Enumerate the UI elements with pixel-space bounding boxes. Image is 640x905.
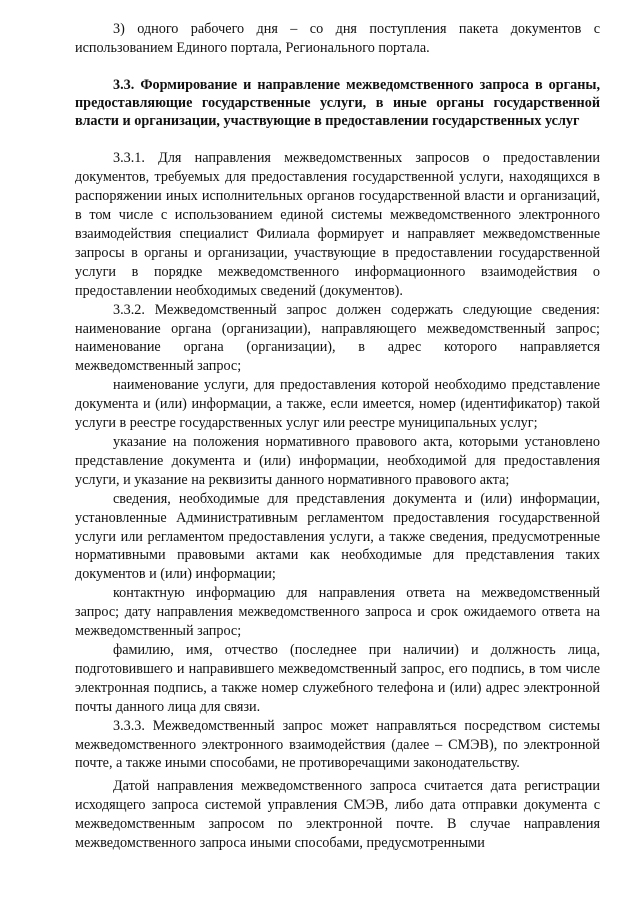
paragraph-legal-act: указание на положения нормативного правового акта, которыми установлено представление документа и (или) информации, необходимой для предоставления услуги, и указание на реквизиты данного нормативного правового акта; — [75, 434, 600, 488]
paragraph-3-3-3: 3.3.3. Межведомственный запрос может направляться посредством системы межведомственного электронного взаимодействия (далее – СМЭВ), по электронной почте, а также иными способами, не противоречащими законодательству. — [75, 717, 600, 772]
document-page — [75, 20, 600, 853]
paragraph-3-3-1: 3.3.1. Для направления межведомственных запросов о предоставлении документов, требуемых для предоставления государственной услуги, находящихся в распоряжении иных исполнительных органов государственной власти и организаций, в том числе с использованием единой системы межведомственного электронного взаимодействия специалист Филиала формирует и направляет межведомственные запросы в органы и организации, участвующие в предоставлении государственной услуги в порядке межведомственного информационного взаимодействия о предоставлении необходимых сведений (документов). — [75, 150, 600, 299]
paragraph-deadline-item-3: 3) одного рабочего дня – со дня поступления пакета документов с использованием Единого портала, Регионального портала. — [75, 21, 600, 56]
section-heading-3-3: 3.3. Формирование и направление межведомственного запроса в органы, предоставляющие государственные услуги, в иные органы государственной власти и организации, участвующие в предоставлении государственных услуг — [75, 76, 600, 130]
paragraph-contact-info: контактную информацию для направления ответа на межведомственный запрос; дату направления межведомственного запроса и срок ожидаемого ответа на межведомственный запрос; — [75, 585, 600, 640]
paragraph-service-name: наименование услуги, для предоставления которой необходимо представление документа и (или) информации, а также, если имеется, номер (идентификатор) такой услуги в реестре государственных услуг или реестре муниципальных услуг; — [75, 377, 600, 432]
paragraph-request-date: Датой направления межведомственного запроса считается дата регистрации исходящего запроса системой управления СМЭВ, либо дата отправки документа с межведомственным запросом по электронной почте. В случае направления межведомственного запроса иными способами, предусмотренными — [75, 778, 600, 852]
paragraph-responsible-person: фамилию, имя, отчество (последнее при наличии) и должность лица, подготовившего и направившего межведомственный запрос, его подпись, в том числе электронная подпись, а также номер служебного телефона и (или) адрес электронной почты данного лица для связи. — [75, 641, 600, 715]
paragraph-required-info: сведения, необходимые для представления документа и (или) информации, установленные Административным регламентом предоставления государственной услуги или регламентом предоставления услуги, а также сведения, предусмотренные нормативными правовыми актами как необходимые для представления таких документов и (или) информации; — [75, 490, 600, 583]
paragraph-3-3-2: 3.3.2. Межведомственный запрос должен содержать следующие сведения: наименование органа (организации), направляющего межведомственный запрос; наименование органа (организации), в адрес которого направляется межведомственный запрос; — [75, 301, 600, 375]
